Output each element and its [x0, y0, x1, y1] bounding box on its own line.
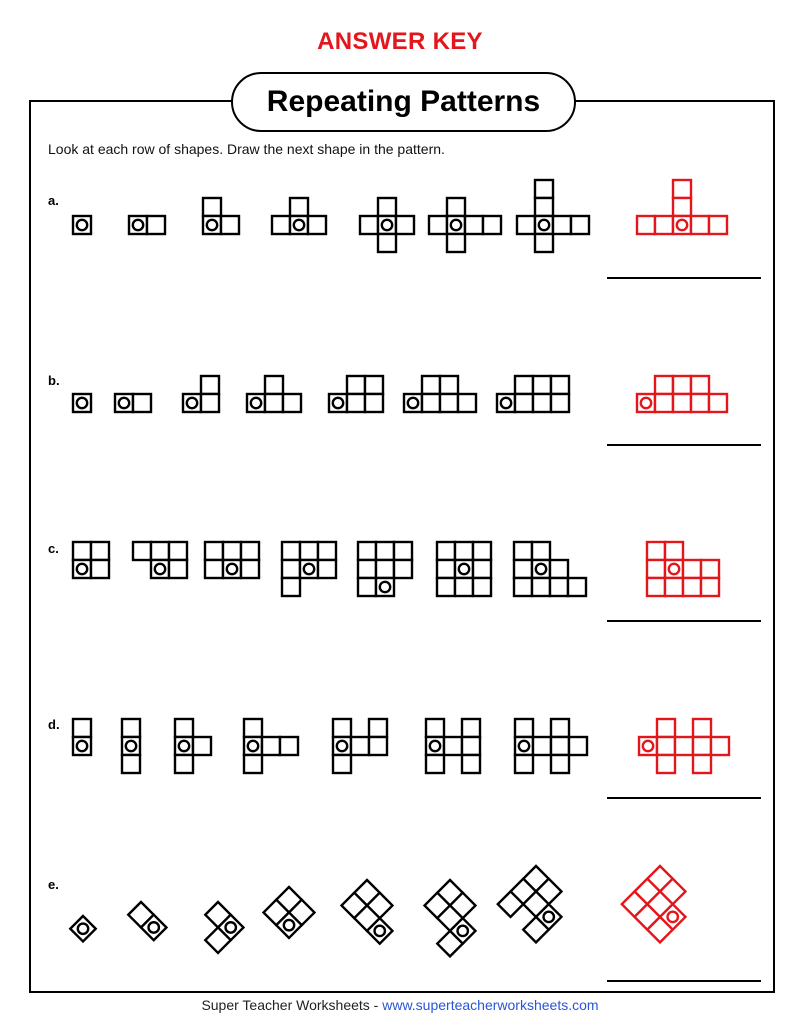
- shape-e-3: [193, 902, 244, 953]
- row-label-d: d.: [48, 717, 60, 732]
- shape-c-4: [282, 542, 336, 596]
- shape-c-3: [205, 542, 259, 578]
- shape-d-1: [73, 719, 91, 755]
- row-label-b: b.: [48, 373, 60, 388]
- shape-d-3: [175, 719, 211, 773]
- answer-line-a[interactable]: [607, 277, 761, 279]
- shape-b-6: [404, 376, 476, 412]
- shape-b-5: [329, 376, 383, 412]
- shape-a-2: [129, 216, 165, 234]
- shape-c-1: [73, 542, 109, 578]
- shape-c-6: [437, 542, 491, 596]
- shape-e-4: [264, 887, 315, 938]
- instructions: Look at each row of shapes. Draw the next shape in the pattern.: [48, 141, 445, 157]
- shape-c-2: [133, 542, 187, 578]
- answer-shape-d: [639, 719, 729, 773]
- answer-shape-c: [647, 542, 719, 596]
- shape-d-6: [426, 719, 480, 773]
- shape-b-2: [115, 394, 151, 412]
- footer: [0, 997, 800, 1013]
- footer-site-name: Super Teacher Worksheets -: [201, 997, 383, 1013]
- shape-a-6: [429, 198, 501, 252]
- row-label-e: e.: [48, 877, 59, 892]
- shape-a-5: [360, 198, 414, 252]
- shape-e-2: [128, 902, 166, 940]
- shape-b-7: [497, 376, 569, 412]
- row-label-c: c.: [48, 541, 59, 556]
- shape-a-4: [272, 198, 326, 234]
- shape-e-5: [342, 880, 406, 944]
- answer-shape-a: [637, 180, 727, 234]
- shape-d-2: [122, 719, 140, 773]
- shape-c-7: [514, 542, 586, 596]
- answer-shape-b: [637, 376, 727, 412]
- shape-e-7: [498, 866, 574, 942]
- shape-d-7: [515, 719, 587, 773]
- shape-d-5: [333, 719, 387, 773]
- shape-a-1: [73, 216, 91, 234]
- shape-e-1: [70, 916, 95, 941]
- shape-c-5: [358, 542, 412, 596]
- shape-d-4: [244, 719, 298, 773]
- answer-shape-e: [622, 866, 698, 942]
- shape-a-7: [517, 180, 589, 252]
- shape-a-3: [203, 198, 239, 234]
- row-label-a: a.: [48, 193, 59, 208]
- answer-line-c[interactable]: [607, 620, 761, 622]
- answer-key-label: ANSWER KEY: [317, 28, 483, 55]
- answer-line-d[interactable]: [607, 797, 761, 799]
- answer-line-e[interactable]: [607, 980, 761, 982]
- answer-line-b[interactable]: [607, 444, 761, 446]
- shape-b-3: [183, 376, 219, 412]
- shape-b-1: [73, 394, 91, 412]
- shape-e-6: [412, 880, 488, 956]
- footer-url[interactable]: www.superteacherworksheets.com: [382, 997, 599, 1013]
- shape-b-4: [247, 376, 301, 412]
- page-title: Repeating Patterns: [266, 85, 541, 118]
